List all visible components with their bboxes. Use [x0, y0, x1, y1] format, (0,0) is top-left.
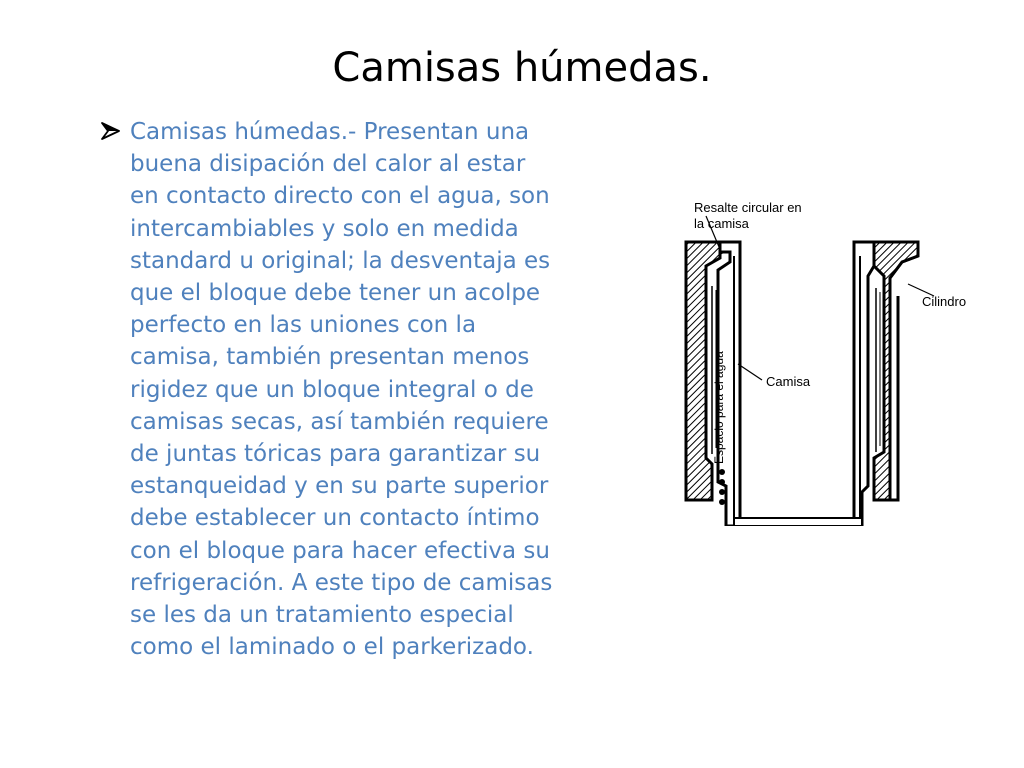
bullet-line: Camisas húmedas.- Presentan una — [130, 119, 530, 145]
bullet-paragraph — [130, 116, 690, 663]
slide-title: Camisas húmedas. — [332, 45, 712, 91]
bullet-line: camisas secas, así también requiere — [130, 408, 549, 435]
bullet-line: de juntas tóricas para garantizar su — [130, 441, 541, 468]
bullet-line: buena disipación del calor al estar — [130, 151, 526, 178]
bullet-line: intercambiables y solo en medida — [130, 215, 519, 242]
bullet-line: estanqueidad y en su parte superior — [130, 473, 549, 500]
right-liner-wall — [854, 242, 874, 526]
label-resalte-line-1: Resalte circular en — [694, 200, 802, 215]
bullet-line: rigidez que un bloque integral o de — [130, 376, 534, 403]
bullet-line: con el bloque para hacer efectiva su — [130, 537, 550, 564]
bullet-line: se les da un tratamiento especial — [130, 602, 514, 629]
label-resalte-line-2: la camisa — [694, 216, 749, 231]
bullet-line: camisa, también presentan menos — [130, 344, 530, 371]
label-camisa: Camisa — [766, 374, 811, 389]
arrowhead-bullet-icon — [100, 120, 122, 142]
bullet-line: standard u original; la desventaja es — [130, 247, 551, 274]
label-espacio-agua: Espacio para el agua — [712, 351, 726, 464]
bullet-line: que el bloque debe tener un acolpe — [130, 280, 541, 307]
cylinder-liner-drawing — [678, 196, 978, 526]
cylinder-liner-diagram — [678, 196, 978, 526]
bullet-line: debe establecer un contacto íntimo — [130, 505, 540, 532]
liner-bottom — [734, 518, 862, 526]
bullet-line: perfecto en las uniones con la — [130, 312, 477, 339]
label-cilindro: Cilindro — [922, 294, 967, 309]
bullet-line: en contacto directo con el agua, son — [130, 183, 550, 210]
bullet-line: como el laminado o el parkerizado. — [130, 634, 534, 661]
bullet-line: refrigeración. A este tipo de camisas — [130, 569, 553, 596]
